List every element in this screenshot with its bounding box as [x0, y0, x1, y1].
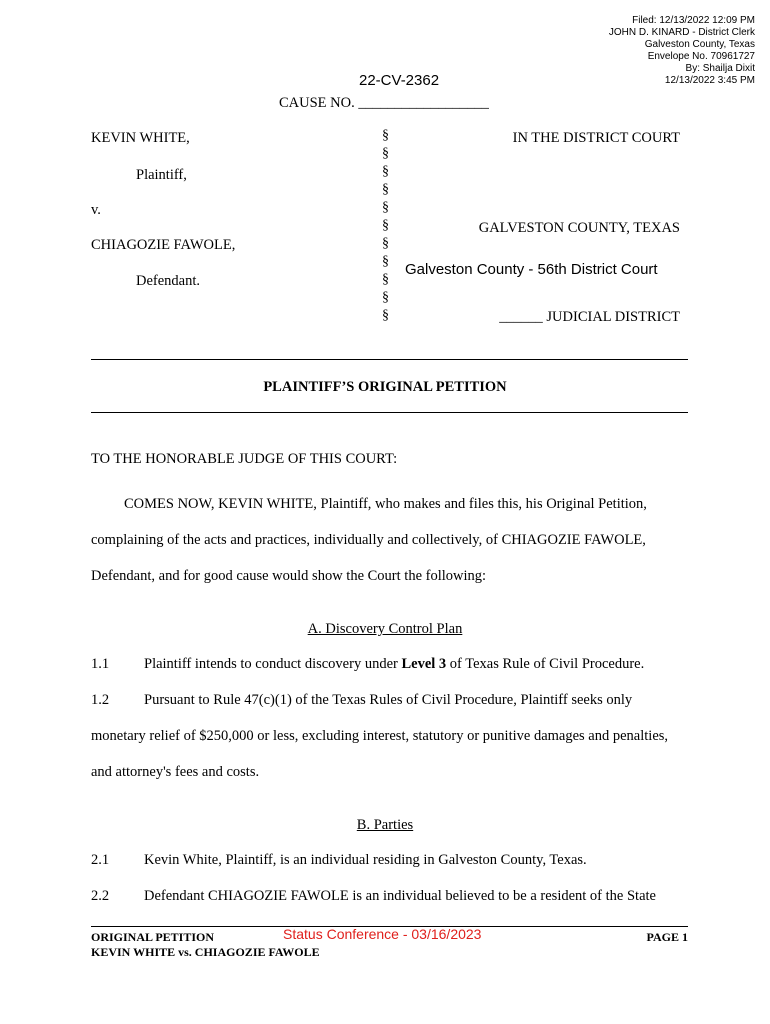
section-symbol: §	[382, 290, 389, 305]
judicial-district: ______ JUDICIAL DISTRICT	[499, 309, 680, 325]
court-county: GALVESTON COUNTY, TEXAS	[478, 220, 680, 236]
defendant-name: CHIAGOZIE FAWOLE,	[91, 237, 236, 253]
section-symbol: §	[382, 308, 389, 323]
discovery-level: Level 3	[401, 656, 447, 672]
versus: v.	[91, 202, 101, 218]
paragraph-text: Plaintiff intends to conduct discovery under	[144, 656, 402, 672]
filed-datetime: Filed: 12/13/2022 12:09 PM	[632, 15, 755, 26]
intro-line-2: complaining of the acts and practices, individually and collectively, of CHIAGOZIE FAWOLE,	[91, 532, 646, 548]
intro-line-3: Defendant, and for good cause would show the Court the following:	[91, 568, 487, 584]
plaintiff-name: KEVIN WHITE,	[91, 130, 190, 146]
section-a-heading: A. Discovery Control Plan	[307, 621, 463, 637]
section-symbol: §	[382, 236, 389, 251]
title-rule-top	[91, 359, 688, 360]
district-clerk: JOHN D. KINARD - District Clerk	[608, 27, 755, 38]
case-number: 22-CV-2362	[359, 72, 440, 89]
paragraph-1-1	[144, 656, 644, 673]
court-name: IN THE DISTRICT COURT	[512, 130, 680, 146]
paragraph-1-2-line-3: and attorney's fees and costs.	[91, 764, 260, 780]
envelope-number: Envelope No. 70961727	[647, 51, 755, 62]
salutation: TO THE HONORABLE JUDGE OF THIS COURT:	[91, 451, 398, 467]
paragraph-text: of Texas Rule of Civil Procedure.	[446, 656, 645, 672]
filing-stamp	[609, 15, 755, 87]
status-conference-stamp: Status Conference - 03/16/2023	[283, 926, 482, 942]
section-symbol: §	[382, 164, 389, 179]
section-symbol: §	[382, 272, 389, 287]
footer-case-style: KEVIN WHITE vs. CHIAGOZIE FAWOLE	[91, 945, 320, 959]
section-symbol: §	[382, 218, 389, 233]
paragraph-number: 2.1	[91, 852, 110, 868]
footer-document-name: ORIGINAL PETITION	[91, 930, 215, 944]
paragraph-1-2-line-1: Pursuant to Rule 47(c)(1) of the Texas Rules of Civil Procedure, Plaintiff seeks only	[144, 692, 633, 708]
paragraph-number: 2.2	[91, 888, 110, 904]
cause-no: CAUSE NO. __________________	[279, 95, 489, 111]
defendant-label: Defendant.	[136, 273, 201, 289]
intro-line-1: COMES NOW, KEVIN WHITE, Plaintiff, who makes and files this, his Original Petition,	[124, 496, 647, 512]
clerk-county: Galveston County, Texas	[644, 39, 755, 50]
accepted-datetime: 12/13/2022 3:45 PM	[664, 75, 755, 86]
section-b-heading: B. Parties	[356, 817, 414, 833]
paragraph-2-1: Kevin White, Plaintiff, is an individual residing in Galveston County, Texas.	[144, 852, 587, 868]
section-symbol: §	[382, 254, 389, 269]
filed-by: By: Shailja Dixit	[685, 63, 755, 74]
document-title: PLAINTIFF’S ORIGINAL PETITION	[263, 379, 507, 395]
title-rule-bottom	[91, 412, 688, 413]
plaintiff-label: Plaintiff,	[136, 167, 187, 183]
paragraph-2-2: Defendant CHIAGOZIE FAWOLE is an individual believed to be a resident of the State	[144, 888, 656, 904]
paragraph-number: 1.1	[91, 656, 110, 672]
paragraph-number: 1.2	[91, 692, 110, 708]
section-symbol: §	[382, 200, 389, 215]
section-symbol: §	[382, 128, 389, 143]
court-assignment-stamp: Galveston County - 56th District Court	[405, 261, 658, 278]
section-symbol: §	[382, 146, 389, 161]
section-symbol: §	[382, 182, 389, 197]
page-number: PAGE 1	[646, 930, 688, 944]
section-symbol-column	[382, 127, 389, 325]
paragraph-1-2-line-2: monetary relief of $250,000 or less, excluding interest, statutory or punitive damages and penalties,	[91, 728, 669, 744]
